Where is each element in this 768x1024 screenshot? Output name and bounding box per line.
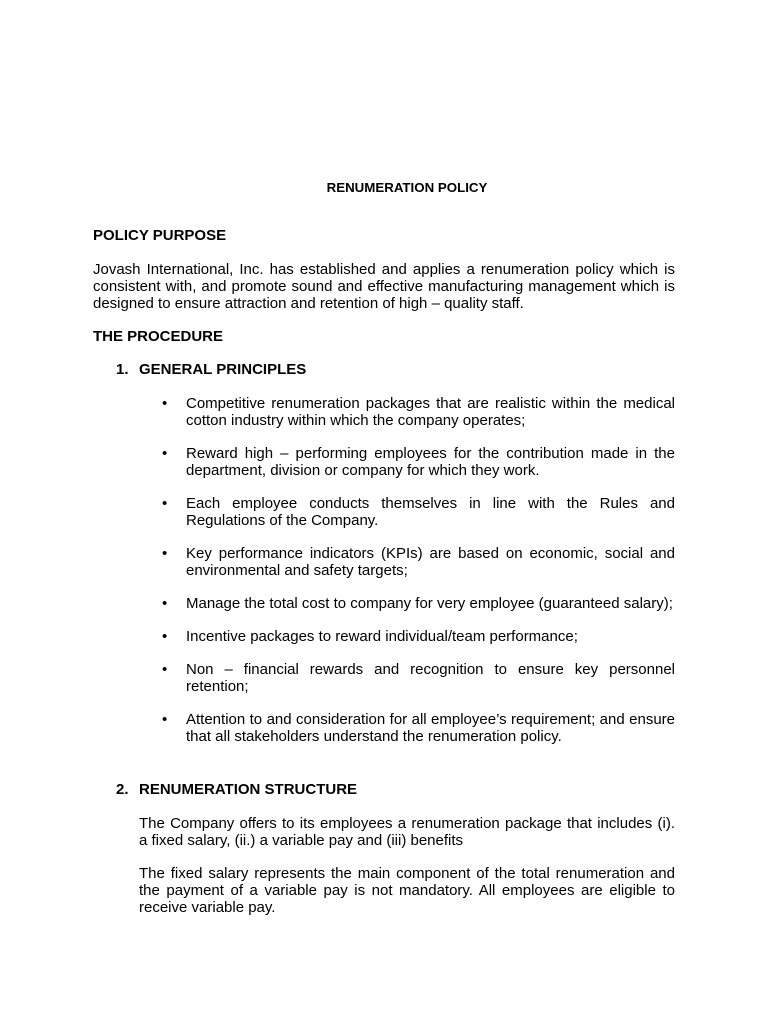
renumeration-structure-paragraph: The Company offers to its employees a renumeration package that includes (i). a fixed salary, (ii.) a variable pay and (iii) benefits bbox=[139, 815, 675, 849]
section-number: 2. bbox=[116, 781, 129, 798]
list-item bbox=[162, 495, 675, 529]
list-item bbox=[162, 595, 675, 612]
section-title: GENERAL PRINCIPLES bbox=[139, 361, 307, 378]
section-heading-renumeration-structure bbox=[116, 781, 357, 798]
bullet-icon bbox=[162, 395, 172, 412]
list-item-text: Each employee conducts themselves in line with the Rules and Regulations of the Company. bbox=[186, 495, 675, 529]
section-number: 1. bbox=[116, 361, 129, 378]
bullet-icon bbox=[162, 495, 172, 512]
list-item bbox=[162, 661, 675, 695]
bullet-icon bbox=[162, 661, 172, 678]
list-item-text: Attention to and consideration for all employee’s requirement; and ensure that all stakeholders understand the renumeration policy. bbox=[186, 711, 675, 745]
section-title: RENUMERATION STRUCTURE bbox=[139, 781, 358, 798]
list-item bbox=[162, 395, 675, 429]
bullet-icon bbox=[162, 628, 172, 645]
renumeration-structure-paragraph: The fixed salary represents the main component of the total renumeration and the payment of a variable pay is not mandatory. All employees are eligible to receive variable pay. bbox=[139, 865, 675, 916]
list-item bbox=[162, 711, 675, 745]
bullet-icon bbox=[162, 445, 172, 462]
general-principles-list bbox=[162, 395, 675, 761]
section-heading-general-principles bbox=[116, 361, 306, 378]
list-item bbox=[162, 545, 675, 579]
bullet-icon bbox=[162, 711, 172, 728]
list-item-text: Key performance indicators (KPIs) are based on economic, social and environmental and safety targets; bbox=[186, 545, 675, 579]
list-item bbox=[162, 445, 675, 479]
policy-purpose-heading: POLICY PURPOSE bbox=[93, 227, 227, 244]
list-item-text: Manage the total cost to company for very employee (guaranteed salary); bbox=[186, 595, 673, 612]
list-item-text: Competitive renumeration packages that are realistic within the medical cotton industry within which the company operates; bbox=[186, 395, 675, 429]
bullet-icon bbox=[162, 545, 172, 562]
document-title: RENUMERATION POLICY bbox=[326, 180, 488, 195]
list-item-text: Non – financial rewards and recognition to ensure key personnel retention; bbox=[186, 661, 675, 695]
list-item-text: Reward high – performing employees for the contribution made in the department, division or company for which they work. bbox=[186, 445, 675, 479]
procedure-heading: THE PROCEDURE bbox=[93, 328, 224, 345]
list-item-text: Incentive packages to reward individual/team performance; bbox=[186, 628, 578, 645]
policy-purpose-text: Jovash International, Inc. has established and applies a renumeration policy which is consistent with, and promote sound and effective manufacturing management which is designed to ensure attraction and retention of high – quality staff. bbox=[93, 261, 675, 312]
list-item bbox=[162, 628, 675, 645]
bullet-icon bbox=[162, 595, 172, 612]
